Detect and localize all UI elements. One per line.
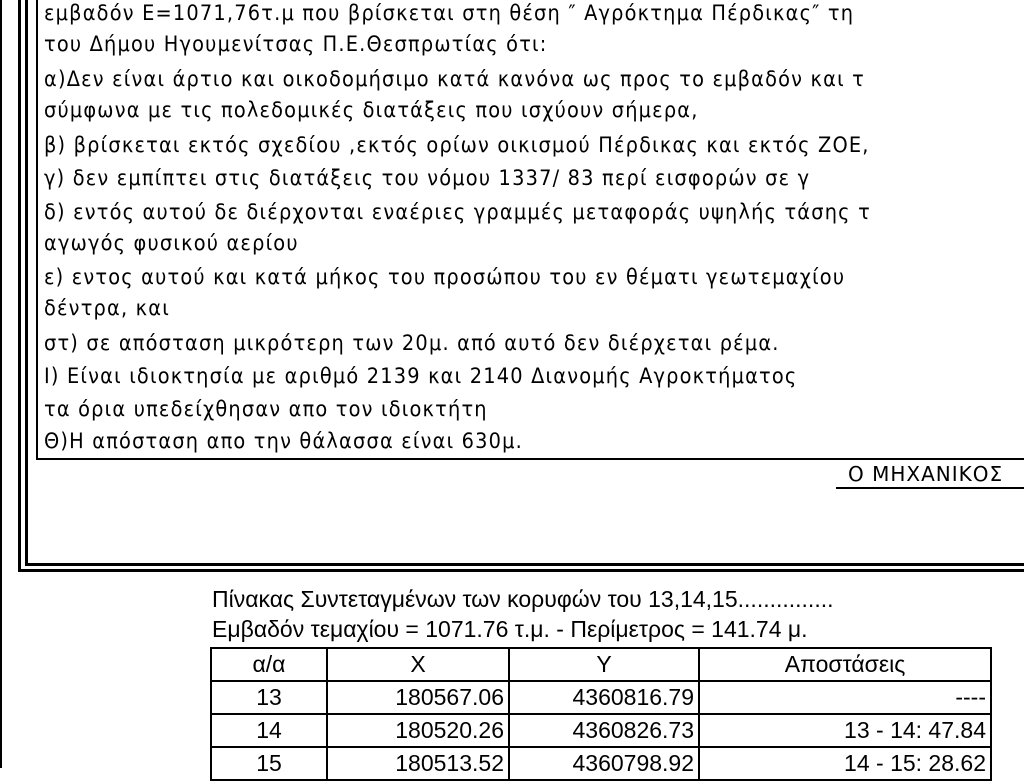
column-header-index: α/α [211,648,327,681]
statement-line: αγωγός φυσικού αερίου [44,231,299,256]
column-header-y: Υ [509,648,699,681]
statement-line: γ) δεν εμπίπτει στις διατάξεις του νόμου 1337/ 83 περί εισφορών σε γ [44,166,811,191]
cell-distance: 14 - 15: 28.62 [699,747,991,780]
statement-line: στ) σε απόσταση μικρότερη των 20μ. από αυτό δεν διέρχεται ρέμα. [44,331,780,356]
statement-line: του Δήμου Ηγουμενίτσας Π.Ε.Θεσπρωτίας ότι: [44,32,548,57]
cell-distance: 13 - 14: 47.84 [699,714,991,747]
statement-line: ε) εντος αυτού και κατά μήκος του προσώπου του εν θέματι γεωτεμαχίου [44,265,846,290]
statement-line: α)Δεν είναι άρτιο και οικοδομήσιμο κατά κανόνα ως προς το εμβαδόν και τ [44,67,865,92]
cell-y: 4360826.73 [509,714,699,747]
frame-line-left-inner [25,0,28,566]
statement-line: Ι) Είναι ιδιοκτησία με αριθμό 2139 και 2140 Διανομής Αγροκτήματος [44,364,798,389]
table-header-row [211,648,991,681]
table-row [211,747,991,780]
coordinates-title: Πίνακας Συντεταγμένων των κορυφών του 13,14,15............... [212,586,834,612]
statement-line: Θ)Η απόσταση απο την θάλασσα είναι 630μ. [44,429,524,454]
signature-divider [836,487,1024,489]
statement-line: β) βρίσκεται εκτός σχεδίου ,εκτός ορίων οικισμού Πέρδικας και εκτός ΖΟΕ, [44,133,870,158]
cell-x: 180520.26 [327,714,509,747]
coordinates-subtitle: Εμβαδόν τεμαχίου = 1071.76 τ.μ. - Περίμετρος = 141.74 μ. [212,616,808,642]
cell-index: 14 [211,714,327,747]
cell-x: 180567.06 [327,681,509,714]
column-header-distances: Αποστάσεις [699,648,991,681]
cell-y: 4360816.79 [509,681,699,714]
engineer-signature-label: Ο ΜΗΧΑΝΙΚΟΣ [848,462,1004,486]
column-header-x: Χ [327,648,509,681]
frame-line-bottom-outer [18,569,1024,572]
cell-y: 4360798.92 [509,747,699,780]
cell-distance: ---- [699,681,991,714]
table-row [211,681,991,714]
cell-index: 13 [211,681,327,714]
frame-line-bottom [25,563,1024,566]
coordinates-table [210,647,992,781]
statement-line: δ) εντός αυτού δε διέρχονται εναέριες γραμμές μεταφοράς υψηλής τάσης τ [44,200,871,225]
cell-index: 15 [211,747,327,780]
statement-line: τα όρια υπεδείχθησαν απο τον ιδιοκτήτη [44,397,488,422]
frame-outer-line [0,0,2,768]
frame-line-left [18,0,21,572]
cell-x: 180513.52 [327,747,509,780]
statement-line: δέντρα, και [44,296,170,321]
table-row [211,714,991,747]
statement-line: σύμφωνα με τις πολεδομικές διατάξεις που ισχύουν σήμερα, [44,98,699,123]
statement-line: εμβαδόν Ε=1071,76τ.μ που βρίσκεται στη θέση ″ Αγρόκτημα Πέρδικας″ τη [44,1,855,26]
